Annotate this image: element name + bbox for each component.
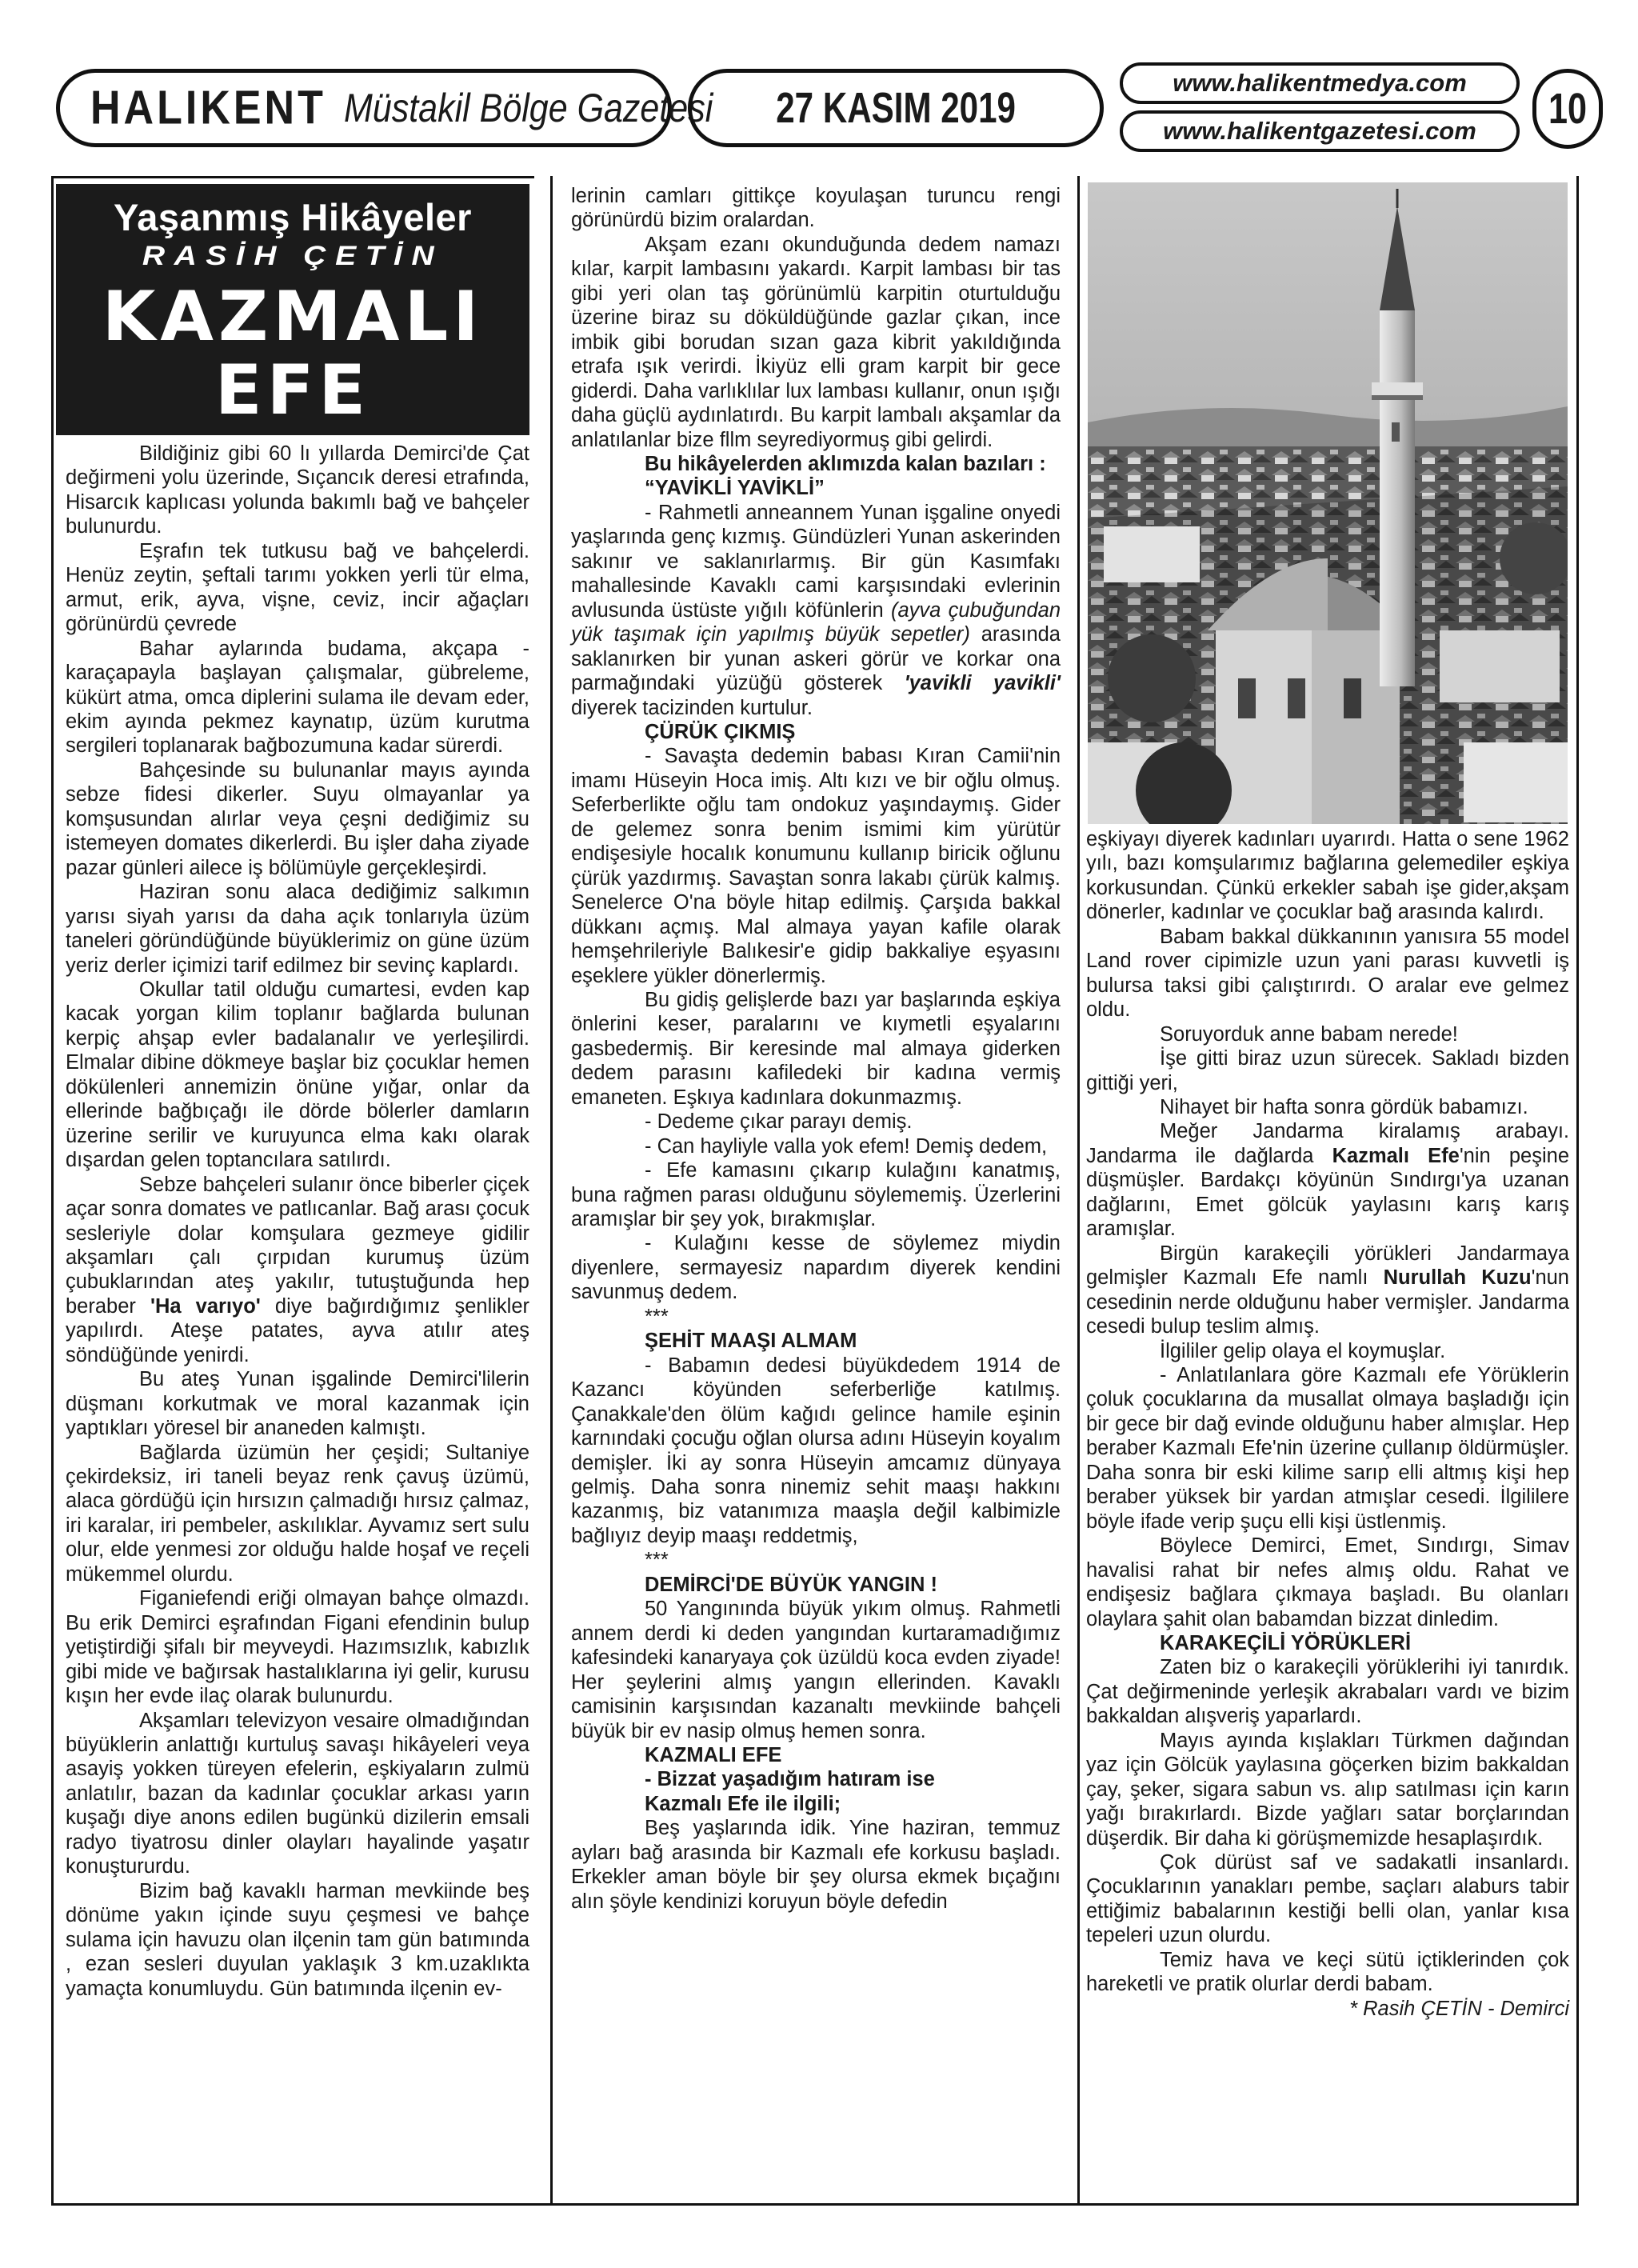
text-run: Meğer Jandarma kiralamış arabayı. Jandarma ile dağlarda <box>1086 1120 1569 1167</box>
column-divider-1 <box>550 176 553 2206</box>
paragraph: İlgililer gelip olaya el koymuşlar. <box>1160 1339 1446 1362</box>
subheading: ÇÜRÜK ÇIKMIŞ <box>645 720 796 743</box>
paragraph: Akşamları televizyon vesaire olmadığından büyüklerin anlattığı kurtuluş savaşı hikâyeleri veya asayiş yokken türeyen efelerin, eşkiyaların zulmü anlatılır, bazan da kadınlar çocuklar arkası yarın kuşağı diye anons edilen bugünkü dizilerin emsali radyo tiyatrosu dinler olayları hayalinde yaşatır konuştururdu. <box>66 1709 529 1878</box>
author-signature: * Rasih ÇETİN - Demirci <box>1349 1997 1569 2020</box>
subheading: KARAKEÇİLİ YÖRÜKLERİ <box>1160 1631 1412 1654</box>
paragraph: - Efe kamasını çıkarıp kulağını kanatmış, buna rağmen parası olduğunu söylememiş. Üzerlerini aramışlar bir şey yok, bırakmışlar. <box>571 1159 1061 1231</box>
column-divider-2 <box>1077 176 1080 2206</box>
text-run: Birgün karakeçili yörükleri Jandarmaya gelmişler Kazmalı Efe namlı <box>1086 1242 1569 1290</box>
paragraph: Nihayet bir hafta sonra gördük babamızı. <box>1160 1095 1528 1118</box>
paragraph: Bu gidiş gelişlerde bazı yar başlarında eşkiya önlerini keser, paralarını ve kıymetli eşyalarını gasbedermiş. Bir keresinde mal almaya giderken dedem parasını kafiledeki bir kadına vermiş emaneten. Eşkıya kadınlara dokunmazmış. <box>571 988 1061 1109</box>
paragraph: Soruyorduk anne babam nerede! <box>1160 1022 1458 1046</box>
paragraph <box>571 501 1061 720</box>
website-url-1[interactable]: www.halikentmedya.com <box>1173 69 1467 97</box>
text-run: diye bağırdığımız şenlikler yapılırdı. Ateşe patates, ayva atılır ateş söndüğünde yenirdi. <box>66 1294 529 1366</box>
url-box-1 <box>1120 62 1520 104</box>
paragraph: eşkiyayı diyerek kadınları uyarırdı. Hatta o sene 1962 yılı, bazı komşularımız bağlarına gelemediler eşkiya korkusundan. Çünkü erkekler sabah işe gider,akşam dönerler, kadınlar ve çocuklar bağ arasında kalırdı. <box>1086 828 1569 924</box>
headline-line-2: EFE <box>214 350 371 430</box>
paragraph: Bildiğiniz gibi 60 lı yıllarda Demirci'de Çat değirmeni yolu üzerinde, Sıçancık deresi etrafında, Hisarcık kaplıcası yolunda bakımlı bağ ve bahçeler bulunurdu. <box>66 442 529 538</box>
paragraph: Böylece Demirci, Emet, Sındırgı, Simav havalisi rahat bir nefes almış oldu. Rahat ve endişesiz bağlara çıkmaya başladı. Bu olanları olaylara şahit olan babamdan bizzat dinledim. <box>1086 1534 1569 1630</box>
paragraph: - Anlatılanlara göre Kazmalı efe Yörüklerin çoluk çocuklarına da musallat olmaya başladığı için bir gece bir dağ evinde olduğunu haber almışlar. Hep beraber Kazmalı Efe'nin üzerine çullanıp öldürmüşler. Daha sonra bir eski kilime sarıp elli altmış kişi hep beraber yüksek bir yardan atmışlar cesedi. İlgililere böyle ifade verip şuçu elli kişi üstlenmiş. <box>1086 1363 1569 1533</box>
separator-stars: *** <box>645 1305 669 1328</box>
bold-name: Nurullah Kuzu <box>1383 1266 1532 1290</box>
paragraph: Beş yaşlarında idik. Yine haziran, temmuz ayları bağ arasında bir Kazmalı efe korkusu başladı. Erkekler aman böyle bir şey olursa ekmek bıçağını alın şöyle kendinizi koruyun böyle defedin <box>571 1817 1061 1913</box>
subheading: - Bizzat yaşadığım hatıram ise <box>645 1768 935 1791</box>
url-box-2 <box>1120 110 1520 152</box>
paragraph: Akşam ezanı okunduğunda dedem namazı kılar, karpit lambasını yakardı. Karpit lambası bir tas gibi yeri olan taş görünümlü karpitin oturtulduğu üzerine biraz su döküldüğünde gazlar çıkan, ince imbik gibi borudan sızan gaza kibrit yakıldığında etrafa ışık verirdi. İkiyüz elli gram karpit bir gece giderdi. Daha varlıklılar lux lambası kullanır, onun ışığı daha güçlü aydınlatırdı. Bu karpit lambalı akşamlar da anlatılanlar bize fllm seyrediyormuş gibi gelirdi. <box>571 233 1061 451</box>
paragraph: - Savaşta dedemin babası Kıran Camii'nin imamı Hüseyin Hoca imiş. Altı kızı ve bir oğlu olmuş. Seferberlikte oğlu tam ondokuz yaşındaymış. Gider de gelemez sonra benim ismimi kim yürütür endişesiyle hocalık konumunu kullanıp biricik oğlunu çürük yazdırmış. Savaştan sonra lakabı çürük kalmış. Senelerce O'na böyle hitap edilmiş. Çarşıda bakkal dükkanı açmış. Mal almaya yayan kafile olarak hemşehrileriyle Balıkesir'e gidip bakkaliye eşyasını eşeklere yükler dönerlermiş. <box>571 745 1061 987</box>
paragraph: Bu ateş Yunan işgalinde Demirci'lilerin düşmanı korkutmak ve moral kazanmak için yaptıkları yöresel bir ananeden kalmıştı. <box>66 1368 529 1440</box>
subheading: DEMİRCİ'DE BÜYÜK YANGIN ! <box>645 1573 937 1596</box>
brand-box <box>56 69 713 147</box>
paragraph: Babam bakkal dükkanının yanısıra 55 model Land rover cipimizle uzun yani parası kuvvetli iş bulursa taksi gibi çalıştırırdı. O aralar eve gelmez oldu. <box>1086 925 1569 1022</box>
paragraph: Figaniefendi eriği olmayan bahçe olmazdı. Bu erik Demirci eşrafından Figani efendinin bulup yetiştirdiği şifalı bir meyveydi. Hazımsızlık, kabızlık gibi mide ve bağırsak hastalıklarına iyi gelir, kurusu kışın her evde ilaç olarak bulunurdu. <box>66 1587 529 1708</box>
paragraph: Bahar aylarında budama, akçapa - karaçapayla başlayan çalışmalar, gübreleme, kükürt atma, omca diplerini sulama ile devam eder, ekim ayında pekmez kaynatıp, üzüm kurutma sergileri toplanarak bağbozumuna kadar sürerdi. <box>66 637 529 758</box>
bold-italic-quote: 'yavikli yavikli' <box>904 672 1061 695</box>
paragraph: Mayıs ayında kışlakları Türkmen dağından yaz için Gölcük yaylasına göçerken bizim bakkaldan çay, şeker, sigara sabun vs. alıp satılması için karın yağı bırakırlardı. Bizde yağları satar borçlarından düşerdik. Bir daha ki görüşmemizde hesaplaşırdık. <box>1086 1729 1569 1850</box>
paragraph <box>1086 1119 1569 1241</box>
bold-name: Kazmalı Efe <box>1332 1144 1460 1167</box>
article-column-2 <box>571 184 1061 1914</box>
bold-quote: 'Ha varıyo' <box>150 1294 261 1318</box>
article-title-block <box>56 184 529 435</box>
paragraph: Okullar tatil olduğu cumartesi, evden kap kacak yorgan kilim toplanır bağlarda bulunan kerpiç ahşap evler badalanalır ve yerleşilirdi. Elmalar dibine dökmeye başlar biz çocuklar hemen dökülenleri annemizin önüne yığar, onlar da ellerinde bağbıçağı ile dörde bölerler damların üzerine serilir ve kuruyunca elma kakı olarak dışardan gelen toptancılara satılırdı. <box>66 978 529 1172</box>
minaret-town-photo <box>1088 182 1568 824</box>
paragraph: Bağlarda üzümün her çeşidi; Sultaniye çekirdeksiz, iri taneli beyaz renk çavuş üzümü, alaca gördüğü için hırsızın çalmadığı hırsız çalmaz, iri karalar, iri pembeler, askılıklar. Ayvamız sert sulu olur, elde yenmesi zor olduğu halde hoşaf ve reçeli mükemmel olurdu. <box>66 1441 529 1586</box>
paragraph: - Kulağını kesse de söylemez miydin diyenlere, sermayesiz napardım diyerek kendini savunmuş dedem. <box>571 1232 1061 1304</box>
frame-top-rule-left <box>51 176 534 178</box>
separator-stars: *** <box>645 1549 669 1572</box>
subheading: Kazmalı Efe ile ilgili; <box>645 1792 841 1815</box>
paragraph: İşe gitti biraz uzun sürecek. Sakladı bizden gittiği yeri, <box>1086 1047 1569 1094</box>
text-run: 'nin peşine düşmüşler. Bardakçı köyünün Sındırgı'ya uzanan dağlarını, Emet gölcük yaylasını karış karış aramışlar. <box>1086 1144 1569 1241</box>
text-run: 'nun cesedinin nerde olduğunu haber vermişler. Jandarma cesedi bulup teslim almış. <box>1086 1266 1569 1338</box>
frame-rule-left <box>51 176 54 2206</box>
text-run: diyerek tacizinden kurtulur. <box>571 696 813 719</box>
paragraph: - Dedeme çıkar parayı demiş. <box>645 1110 913 1134</box>
frame-rule-right <box>1576 176 1579 2206</box>
page-number-box <box>1532 69 1603 149</box>
brand-subtitle: Müstakil Bölge Gazetesi <box>343 86 713 130</box>
paragraph: - Can hayliyle valla yok efem! Demiş dedem, <box>645 1134 1048 1158</box>
subheading: ŞEHİT MAAŞI ALMAM <box>645 1330 857 1353</box>
text-run: - Rahmetli anneannem Yunan işgaline onyedi yaşlarında genç kızmış. Gündüzleri Yunan askerinden sakınır ve saklanırlarmış. Bir gün Kasımfakı mahallesinde Kavaklı cami karşısındaki evlerinin avlusunda üstüste yığılı köfünlerin <box>571 501 1061 622</box>
paragraph <box>66 1173 529 1368</box>
masthead <box>56 62 1590 157</box>
text-run: arasında saklanırken bir yunan askeri görür ve korkar ona parmağındaki yüzüğü gösterek <box>571 623 1061 695</box>
paragraph: - Babamın dedesi büyükdedem 1914 de Kazancı köyünden seferberliğe katılmış. Çanakkale'den ölüm kağıdı gelince hamile eşinin karnındaki çocuğu oğlan olursa adını Hüseyin koyalım demişler. İki ay sonra Hüseyin amcamız dünyaya gelmiş. Daha sonra ninemiz sehit maaşı hakkını kazanmış, biz vatanımıza maaşla değil kalbimizle bağlıyız deyip maaşı reddetmiş, <box>571 1354 1061 1547</box>
paragraph: Haziran sonu alaca dediğimiz salkımın yarısı siyah yarısı da daha açık tonlarıyla üzüm taneleri göründüğünde büyüklerimiz on güne üzüm yeriz derler içimizi tarif edilmez bir sevinç kaplardı. <box>66 881 529 977</box>
paragraph: 50 Yangınında büyük yıkım olmuş. Rahmetli annem derdi ki deden yangından kurtaramadığımız kafesindeki kanaryaya çok üzüldü koca evden ziyade! Her şeylerini almış yangın ellerinden. Kavaklı camisinin karşısından kazanaltı mevkiinde bahçeli büyük bir ev nasip olmuş hemen sonra. <box>571 1598 1061 1742</box>
paragraph: Bizim bağ kavaklı harman mevkiinde beş dönüme yakın içinde suyu çeşmesi ve bahçe sulama için havuzu olan ilçenin tam gün batımında , ezan sesleri duyulan yaklaşık 3 km.uzaklıkta yamaçta konumluydu. Gün batımında ilçenin ev- <box>66 1879 529 2000</box>
subheading: Bu hikâyelerden aklımızda kalan bazıları : <box>645 452 1046 475</box>
subheading: “YAVİKLİ YAVİKLİ” <box>645 477 825 500</box>
website-url-2[interactable]: www.halikentgazetesi.com <box>1163 117 1476 145</box>
frame-bottom-rule <box>51 2203 1579 2206</box>
paragraph: lerinin camları gittikçe koyulaşan turuncu rengi görünürdü bizim oralardan. <box>571 185 1061 232</box>
paragraph: Bahçesinde su bulunanlar mayıs ayında sebze fidesi dikerler. Suyu olmayanlar ya komşusundan alırlar veya çeşni dediğimiz su istemeyen domates dikerlerdi. Bu işler daha ziyade pazar günleri ailece iş bölümüyle gerçekleşirdi. <box>66 758 529 879</box>
brand-name: HALIKENT <box>90 81 326 135</box>
author-byline: RASİH ÇETİN <box>142 241 444 271</box>
issue-date: 27 KASIM 2019 <box>776 84 1016 132</box>
series-title: Yaşanmış Hikâyeler <box>114 196 472 238</box>
paragraph: Çok dürüst saf ve sadakatli insanlardı. Çocuklarının yanakları pembe, saçları alaburs tabir ettiğimiz babalarının kestiği belli olan, yanlar kısa tepeleri uzun olurdu. <box>1086 1851 1569 1947</box>
paragraph <box>1086 1242 1569 1339</box>
paragraph: Temiz hava ve keçi sütü içtiklerinden çok hareketli ve pratik olurlar derdi babam. <box>1086 1948 1569 1996</box>
page-number: 10 <box>1548 85 1588 133</box>
headline-line-1: KAZMALI <box>102 277 484 357</box>
subheading: KAZMALI EFE <box>645 1744 782 1766</box>
article-column-1 <box>66 442 529 2001</box>
text-run: Sebze bahçeleri sulanır önce biberler çiçek açar sonra domates ve patlıcanlar. Bağ arası çocuk sesleriyle dolar komşulara gezmeye gidilir akşamları çalı çırpıdan kurumuş üzüm çubuklarından ateş yakılır, tutuştuğunda hep beraber <box>66 1173 529 1318</box>
italic-note: (ayva çubuğundan yük taşımak için yapılmış büyük sepetler) <box>571 598 1061 646</box>
paragraph: Eşrafın tek tutkusu bağ ve bahçelerdi. Henüz zeytin, şeftali tarımı yokken yerli tür elma, armut, erik, ayva, vişne, ceviz, incir ağaçları görünürdü çevrede <box>66 539 529 636</box>
article-column-3 <box>1086 827 1569 2021</box>
paragraph: Zaten biz o karakeçili yörüklerihi iyi tanırdık. Çat değirmeninde yerleşik akrabaları vardı ve bizim bakkaldan alışveriş yaparlardı. <box>1086 1656 1569 1728</box>
date-box <box>688 69 1104 147</box>
